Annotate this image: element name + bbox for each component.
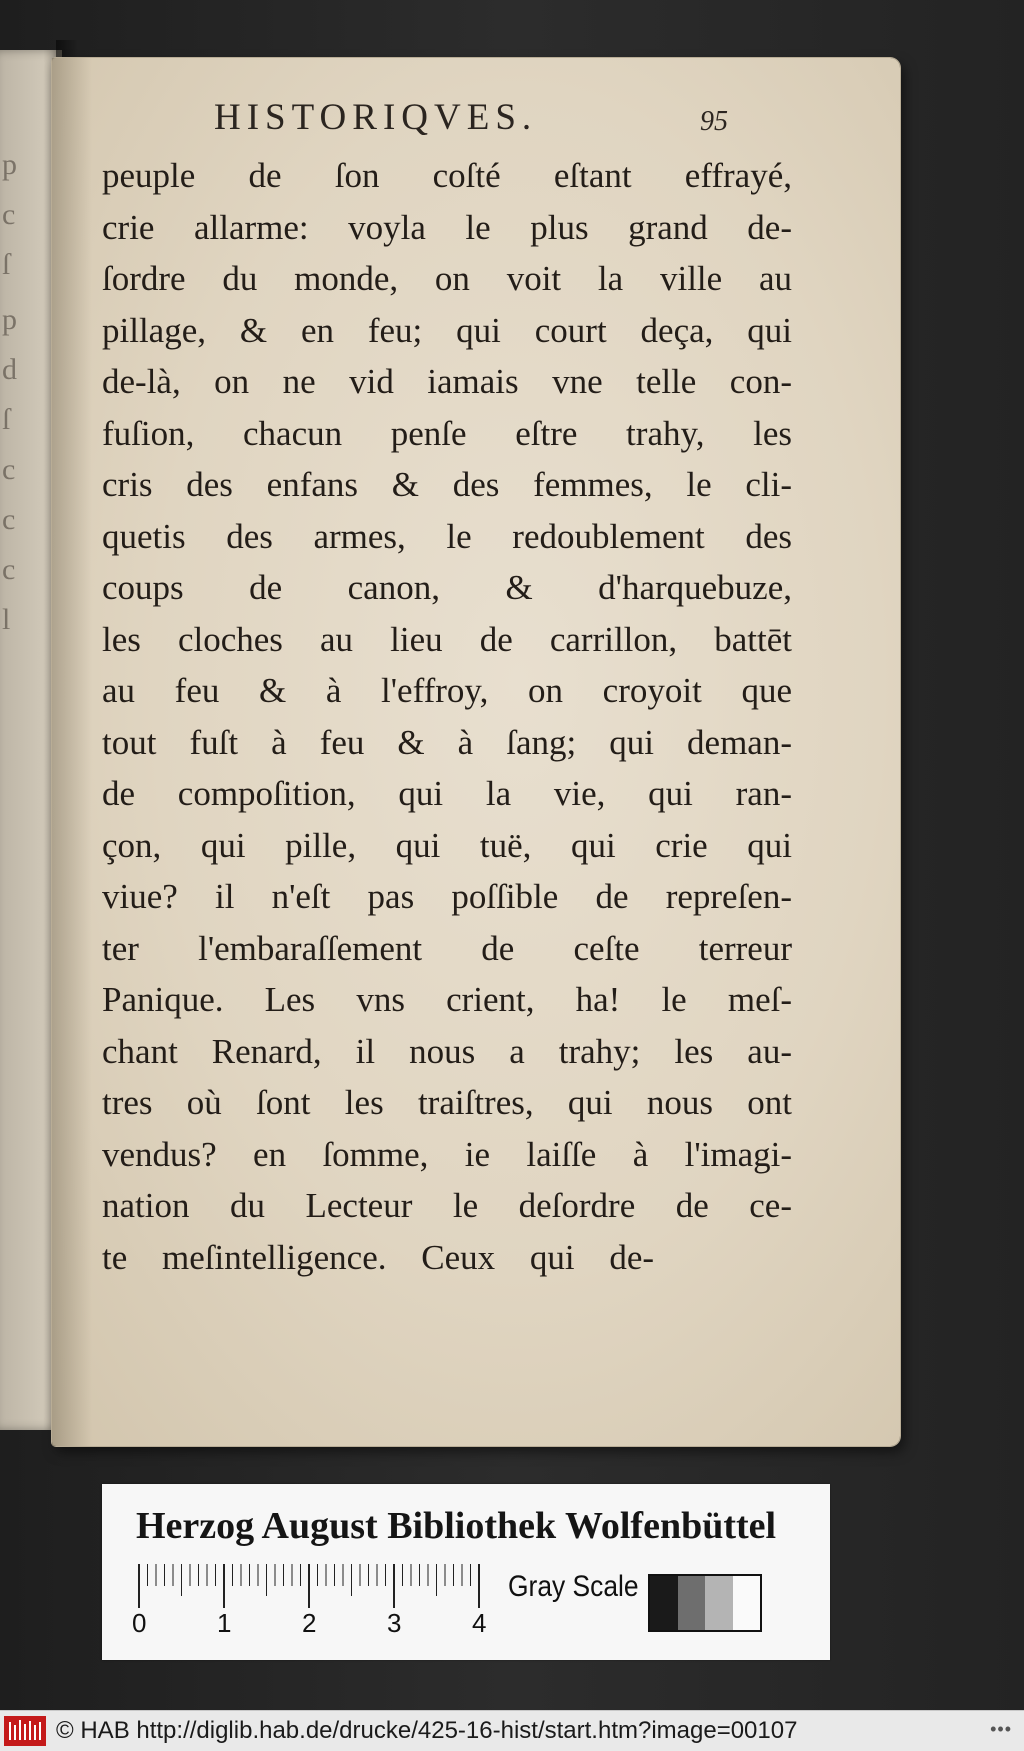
text-line: te meſintelligence. Ceux qui de- <box>102 1237 655 1277</box>
text-line: viue? il n'eſt pas poſſible de repreſen- <box>102 877 792 916</box>
previous-page-edge: p c ſ p d ſ c c c l <box>0 50 62 1430</box>
page-number: 95 <box>700 106 728 137</box>
ruler-label: 4 <box>472 1608 487 1638</box>
text-line: tres où ſont les traiſtres, qui nous ont <box>102 1083 792 1122</box>
ruler-label: 2 <box>302 1608 317 1638</box>
text-line: tout fuſt à feu & à ſang; qui deman- <box>102 722 792 762</box>
text-line: de compoſition, qui la vie, qui ran- <box>102 774 792 813</box>
book-page <box>52 58 900 1446</box>
gray-scale-label: Gray Scale <box>508 1570 639 1603</box>
viewer-footer <box>0 1710 1024 1751</box>
card-title: Herzog August Bibliothek Wolfenbüttel <box>136 1505 777 1547</box>
running-head: HISTORIQVES. <box>214 97 538 138</box>
text-line: les cloches au lieu de carrillon, battēt <box>102 619 792 659</box>
text-line: ſordre du monde, on voit la ville au <box>102 259 792 298</box>
more-dots-icon[interactable]: ••• <box>990 1719 1012 1739</box>
copyright-source-link[interactable]: © HAB http://diglib.hab.de/drucke/425-16-hist/start.htm?image=00107 <box>56 1717 798 1744</box>
text-line: crie allarme: voyla le plus grand de- <box>102 207 792 247</box>
hab-logo-icon <box>4 1716 46 1746</box>
text-line: de-là, on ne vid iamais vne telle con- <box>102 362 792 401</box>
ruler-ticks <box>138 1564 488 1612</box>
text-line: ter l'embaraſſement de ceſte terreur <box>102 928 792 968</box>
centimeter-ruler <box>132 1564 488 1638</box>
ruler-label: 1 <box>217 1608 232 1638</box>
text-line: nation du Lecteur le deſordre de ce- <box>102 1186 792 1225</box>
gray-scale-swatches <box>648 1574 762 1632</box>
text-line: peuple de ſon coſté eſtant effrayé, <box>102 156 792 195</box>
text-line: cris des enfans & des femmes, le cli- <box>102 465 792 504</box>
text-line: pillage, & en feu; qui court deça, qui <box>102 310 792 350</box>
color-reference-card <box>102 1484 830 1660</box>
page-text <box>102 150 792 1283</box>
text-line: coups de canon, & d'harquebuze, <box>102 568 792 607</box>
text-line: fuſion, chacun penſe eſtre trahy, les <box>102 413 792 453</box>
text-line: çon, qui pille, qui tuë, qui crie qui <box>102 825 792 865</box>
gray-swatch <box>678 1576 706 1630</box>
gray-swatch <box>650 1576 678 1630</box>
text-line: chant Renard, il nous a trahy; les au- <box>102 1031 792 1071</box>
text-line: vendus? en ſomme, ie laiſſe à l'imagi- <box>102 1134 792 1174</box>
text-line: au feu & à l'effroy, on croyoit que <box>102 671 792 710</box>
text-line: quetis des armes, le redoublement des <box>102 516 792 556</box>
gray-swatch <box>705 1576 733 1630</box>
ruler-label: 3 <box>387 1608 402 1638</box>
text-line: Panique. Les vns crient, ha! le meſ- <box>102 980 792 1019</box>
ruler-label: 0 <box>132 1608 147 1638</box>
gray-swatch <box>733 1576 761 1630</box>
